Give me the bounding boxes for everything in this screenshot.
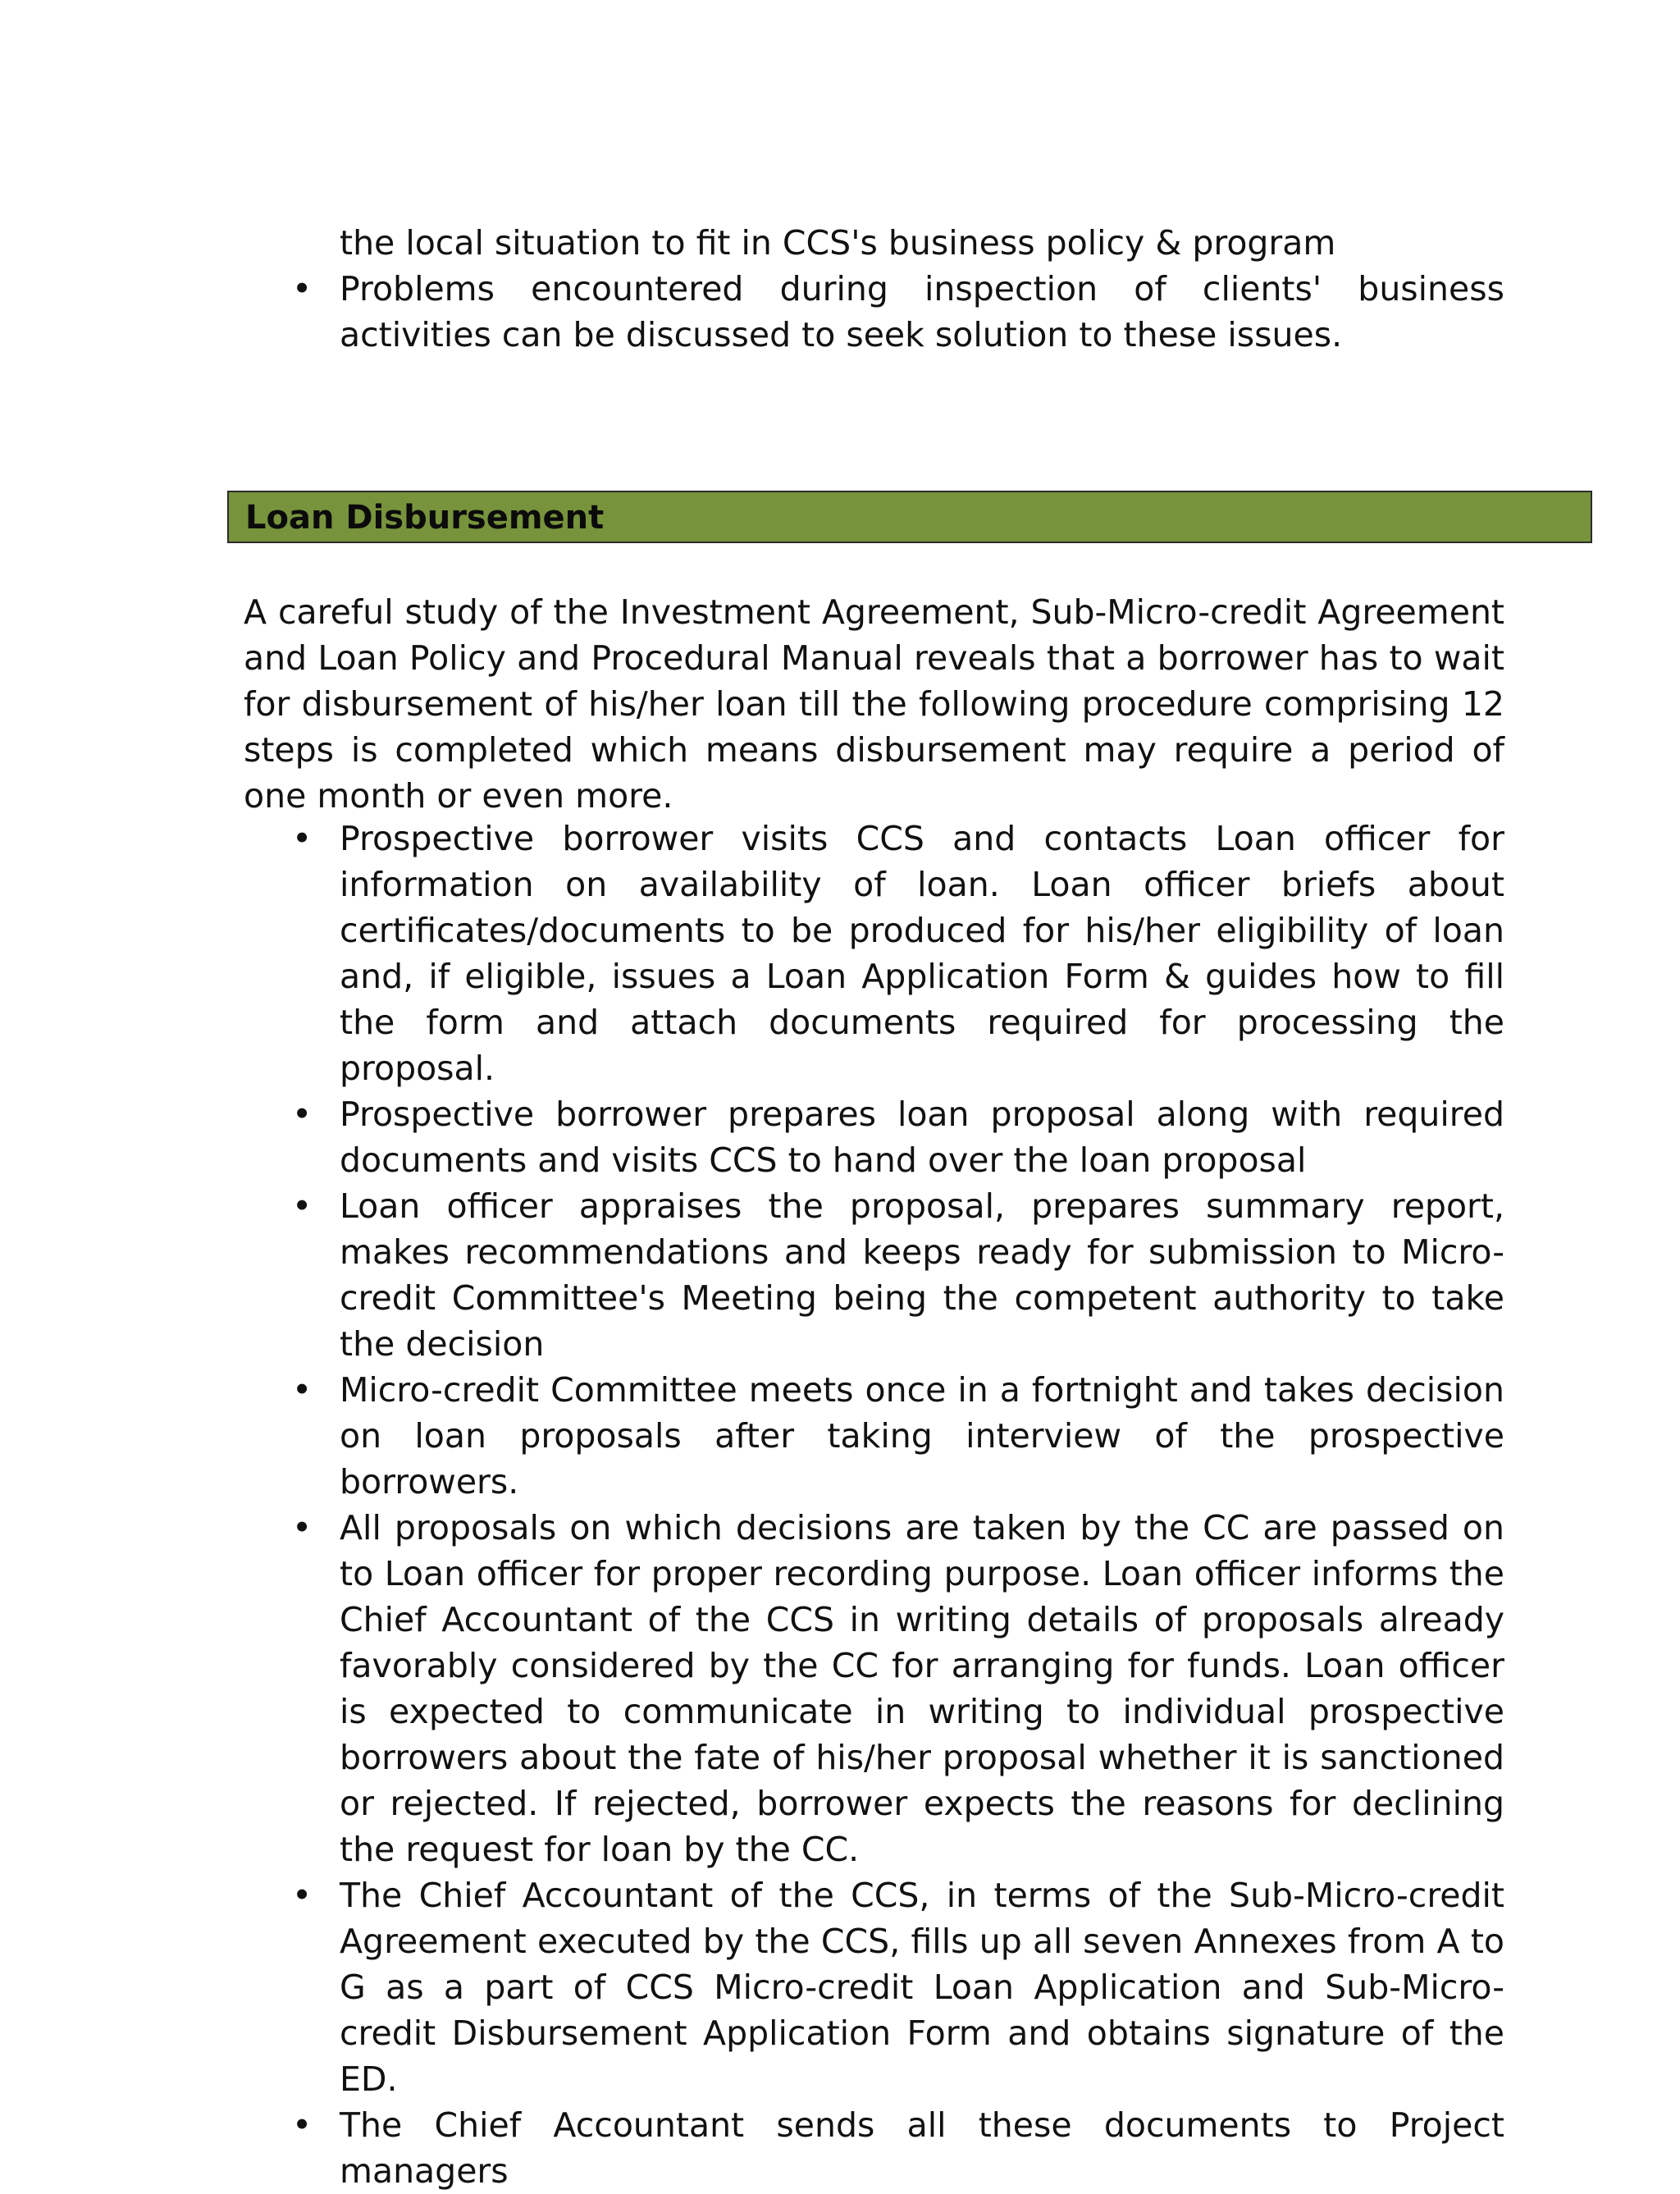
section-header-bar: [227, 491, 1592, 543]
continuation-text: the local situation to fit in CCS's business policy & program: [340, 223, 1336, 263]
bullet-icon: •: [292, 819, 313, 858]
list-item: [289, 1091, 1504, 1183]
list-item: [289, 266, 1504, 358]
list-item: [289, 1367, 1504, 1505]
bullet-icon: •: [292, 2105, 313, 2145]
list-item: [289, 1505, 1504, 1872]
bullet-icon: •: [292, 1876, 313, 1915]
list-item-continuation: [289, 220, 1504, 266]
list-item-text: Loan officer appraises the proposal, prepares summary report, makes recommendations and keeps ready for submission to Micro-credit Committee's Meeting being the competent authority to take the decision: [340, 1186, 1504, 1364]
bullet-icon: •: [292, 1095, 313, 1134]
list-item: [289, 1183, 1504, 1367]
top-bullet-list: [289, 220, 1504, 358]
bullet-icon: •: [292, 1186, 313, 1226]
list-item-text: The Chief Accountant of the CCS, in terms of the Sub-Micro-credit Agreement executed by the CCS, fills up all seven Annexes from A to G as a part of CCS Micro-credit Loan Application and Sub-Micro-credit Disbursement Application Form and obtains signature of the ED.: [340, 1876, 1504, 2099]
bullet-icon: •: [292, 1370, 313, 1410]
list-item-text: Problems encountered during inspection of clients' business activities can be discussed to seek solution to these issues.: [340, 269, 1504, 354]
bullet-icon: •: [292, 269, 313, 309]
list-item-text: Prospective borrower prepares loan proposal along with required documents and visits CCS to hand over the loan proposal: [340, 1095, 1504, 1180]
list-item-text: All proposals on which decisions are taken by the CC are passed on to Loan officer for proper recording purpose. Loan officer informs the Chief Accountant of the CCS in writing details of proposals already favorably considered by the CC for arranging for funds. Loan officer is expected to communicate in writing to individual prospective borrowers about the fate of his/her proposal whether it is sanctioned or rejected. If rejected, borrower expects the reasons for declining the request for loan by the CC.: [340, 1508, 1504, 1869]
list-item-text: Micro-credit Committee meets once in a fortnight and takes decision on loan proposals after taking interview of the prospective borrowers.: [340, 1370, 1504, 1502]
intro-paragraph: A careful study of the Investment Agreement, Sub-Micro-credit Agreement and Loan Policy and Procedural Manual reveals that a borrower has to wait for disbursement of his/her loan till the following procedure comprising 12 steps is completed which means disbursement may require a period of one month or even more.: [244, 592, 1504, 816]
list-item: [289, 2102, 1504, 2194]
procedure-step-list: [289, 816, 1504, 2194]
list-item: [289, 816, 1504, 1091]
list-item: [289, 1872, 1504, 2102]
list-item-text: Prospective borrower visits CCS and contacts Loan officer for information on availability of loan. Loan officer briefs about certificates/documents to be produced for his/her eligibility of loan and, if eligible, issues a Loan Application Form & guides how to fill the form and attach documents required for processing the proposal.: [340, 819, 1504, 1088]
bullet-icon: •: [292, 1508, 313, 1547]
list-item-text: The Chief Accountant sends all these documents to Project managers: [340, 2105, 1504, 2191]
section-title: Loan Disbursement: [245, 499, 605, 537]
